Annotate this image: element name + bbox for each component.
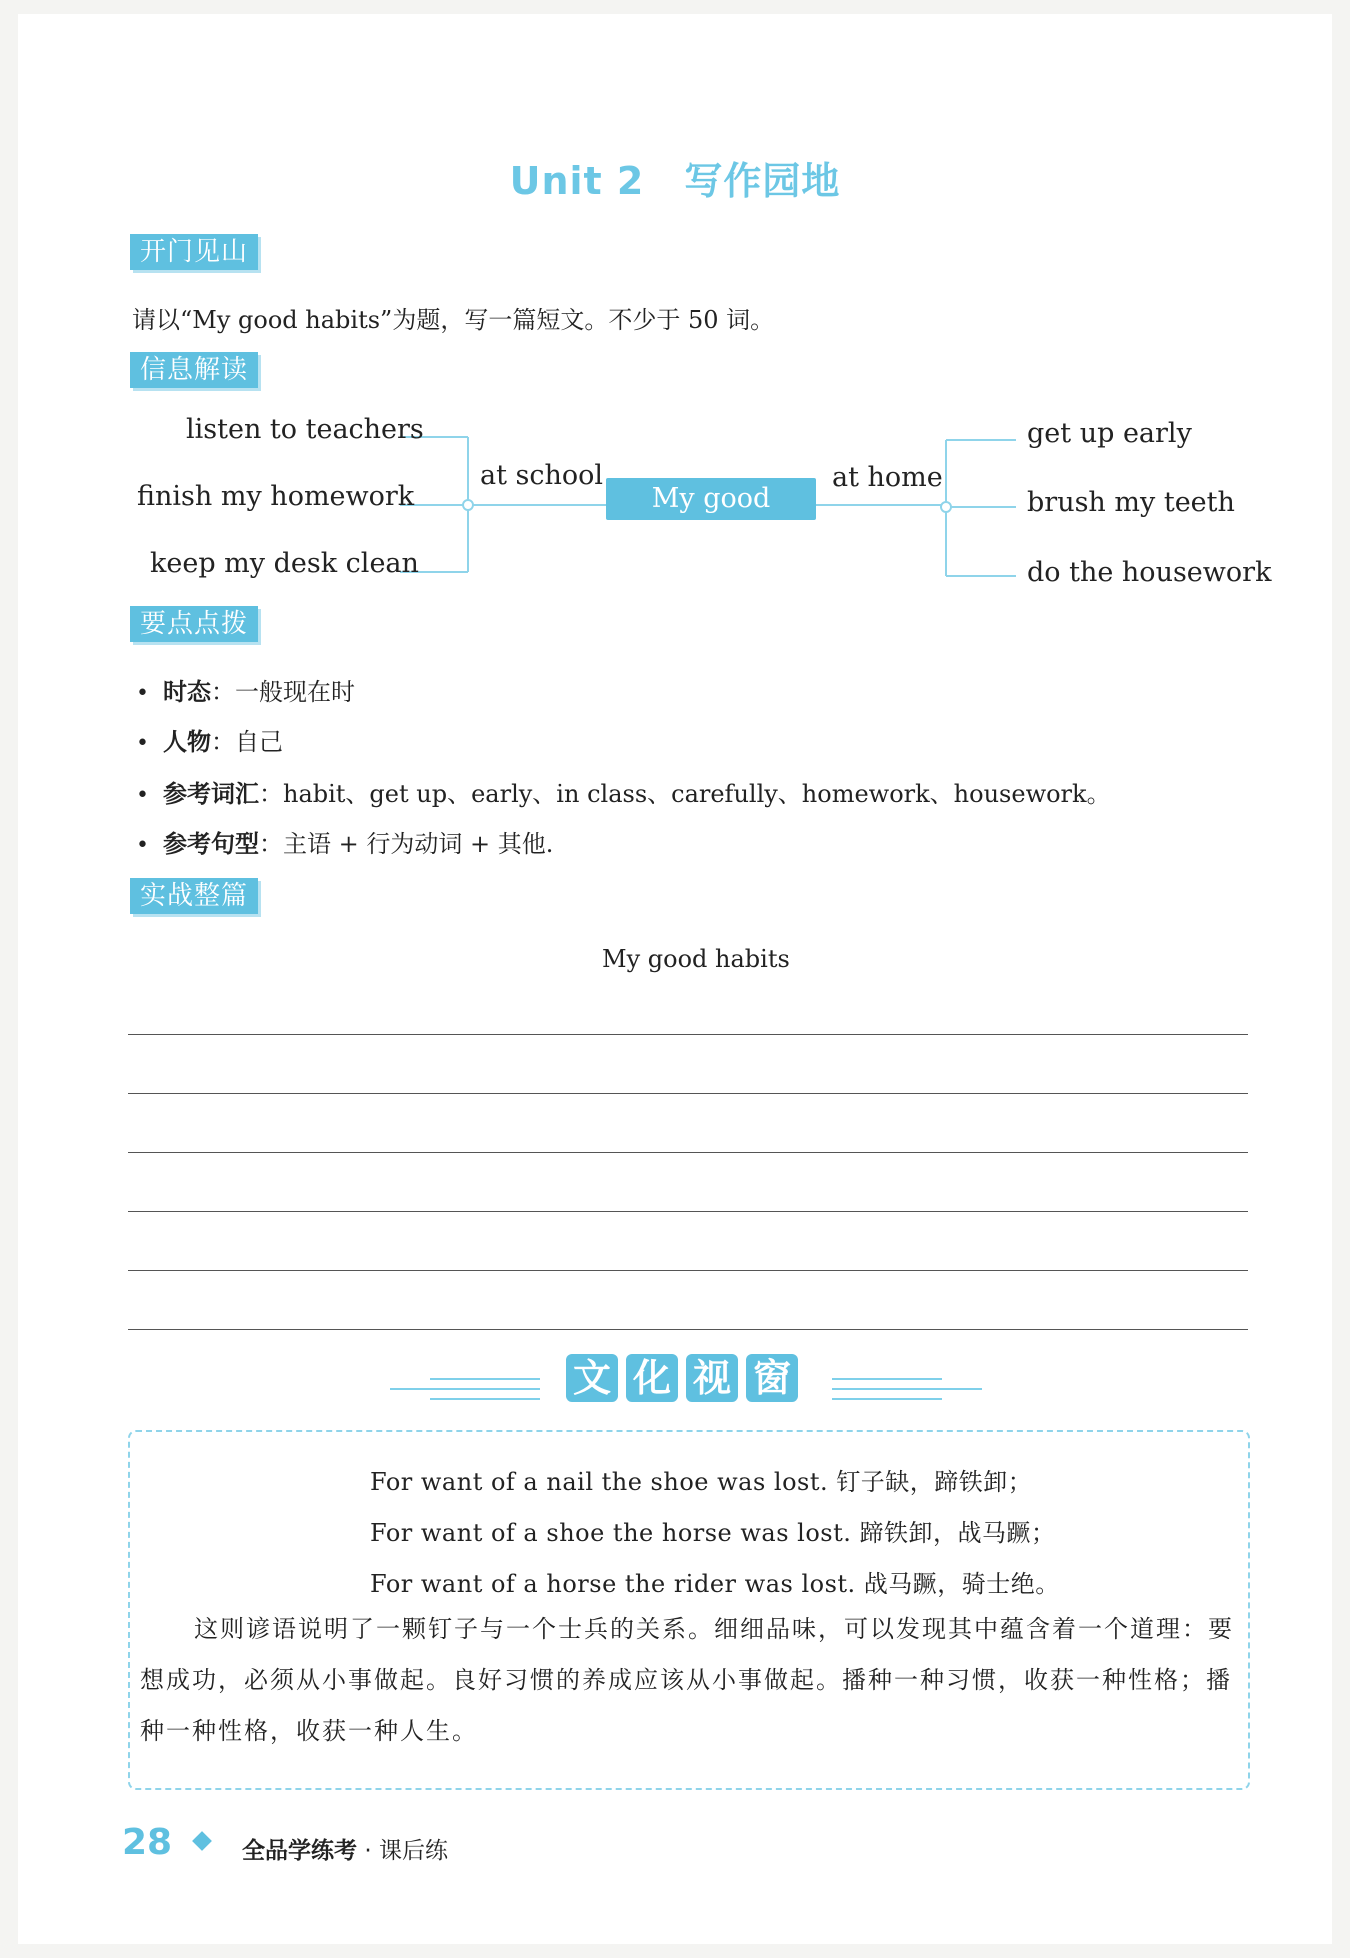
right-item-1: get up early (1027, 418, 1192, 449)
bullet-value: ：自己 (210, 728, 283, 756)
decor-line (832, 1378, 942, 1380)
right-branch-label: at home (832, 462, 943, 493)
bullet-key: 人物 (162, 728, 211, 756)
footer-book-title (242, 1832, 448, 1865)
bullet-sentence-pattern: • 参考句型：主语 + 行为动词 + 其他. (136, 830, 554, 858)
decor-line (832, 1388, 982, 1390)
writing-line[interactable] (128, 1152, 1248, 1153)
unit-label: Unit 2 (509, 159, 645, 203)
writing-line[interactable] (128, 1329, 1248, 1330)
culture-title-char: 窗 (746, 1354, 798, 1402)
section-tag-intro: 开门见山 (130, 234, 258, 270)
left-item-1: listen to teachers (186, 414, 424, 445)
section-tag-info: 信息解读 (130, 352, 258, 388)
bullet-key: 参考句型 (162, 830, 259, 858)
bullet-value: ：habit、get up、early、in class、carefully、homework、housework。 (258, 780, 1111, 808)
right-item-2: brush my teeth (1027, 487, 1235, 518)
decor-line (390, 1388, 540, 1390)
culture-title-char: 文 (566, 1354, 618, 1402)
left-item-2: finish my homework (137, 481, 415, 512)
bullet-person: • 人物：自己 (136, 728, 283, 756)
culture-title (566, 1354, 798, 1402)
book-series: 课后练 (378, 1838, 448, 1864)
section-tag-points: 要点点拨 (130, 606, 258, 642)
writing-prompt: 请以“My good habits”为题，写一篇短文。不少于 50 词。 (132, 306, 775, 334)
culture-title-char: 视 (686, 1354, 738, 1402)
decor-line (430, 1398, 540, 1400)
left-item-3: keep my desk clean (150, 548, 419, 579)
section-tag-practice: 实战整篇 (130, 878, 258, 914)
bullet-value: ：一般现在时 (210, 678, 355, 706)
left-branch-label: at school (480, 460, 604, 491)
writing-line[interactable] (128, 1211, 1248, 1212)
title-name: 写作园地 (684, 159, 841, 203)
proverb-line-3: For want of a horse the rider was lost. 战马蹶，骑士绝。 (370, 1570, 1060, 1598)
culture-title-char: 化 (626, 1354, 678, 1402)
mind-map-center: My good habits (606, 478, 816, 520)
writing-line[interactable] (128, 1034, 1248, 1035)
decor-line (832, 1398, 942, 1400)
essay-title: My good habits (602, 945, 790, 973)
right-item-3: do the housework (1027, 557, 1272, 588)
culture-paragraph: 这则谚语说明了一颗钉子与一个士兵的关系。细细品味，可以发现其中蕴含着一个道理：要想成功，必须从小事做起。良好习惯的养成应该从小事做起。播种一种习惯，收获一种性格；播种一种性格，收获一种人生。 (140, 1615, 1234, 1745)
bullet-key: 时态 (162, 678, 211, 706)
book-name: 全品学练考 (242, 1838, 357, 1864)
footer-separator: · (364, 1838, 372, 1864)
proverb-line-2: For want of a shoe the horse was lost. 蹄铁卸，战马蹶； (370, 1519, 1056, 1547)
decor-line (430, 1378, 540, 1380)
bullet-value: ：主语 + 行为动词 + 其他. (258, 830, 554, 858)
writing-line[interactable] (128, 1093, 1248, 1094)
page-number: 28 (122, 1822, 173, 1863)
bullet-vocabulary: • 参考词汇：habit、get up、early、in class、carefully、homework、housework。 (136, 780, 1111, 808)
bullet-tense: • 时态：一般现在时 (136, 678, 355, 706)
writing-line[interactable] (128, 1270, 1248, 1271)
bullet-key: 参考词汇 (162, 780, 259, 808)
proverb-line-1: For want of a nail the shoe was lost. 钉子缺，蹄铁卸； (370, 1468, 1033, 1496)
